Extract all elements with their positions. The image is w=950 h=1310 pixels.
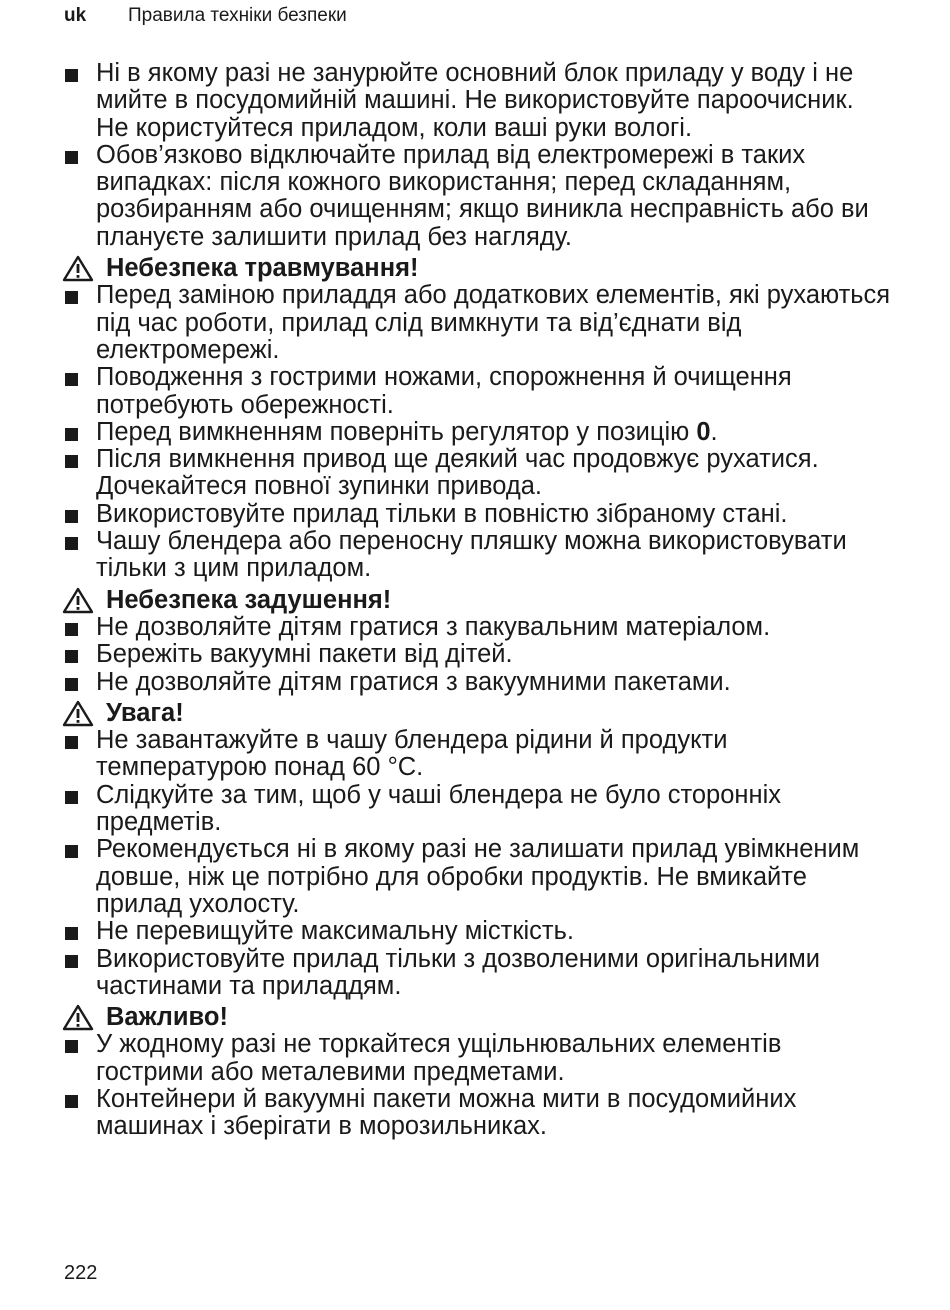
list-item: [62, 528, 892, 583]
list-item: [62, 142, 892, 251]
list-item-text: Використовуйте прилад тільки з дозволеними оригінальними частинами та приладдям.: [96, 944, 820, 1000]
section-title: Правила техніки безпеки: [128, 5, 347, 26]
warning-heading-text: Важливо!: [106, 1003, 228, 1032]
bullet-square-icon: [65, 678, 78, 691]
bullet-square-icon: [65, 845, 78, 858]
warning-section-important: [62, 1004, 892, 1140]
warning-section-caution: [62, 700, 892, 1000]
warning-triangle-icon: [62, 255, 94, 282]
bullet-square-icon: [65, 510, 78, 523]
list-item: [62, 1086, 892, 1141]
bullet-square-icon: [65, 291, 78, 304]
page-number: 222: [64, 1262, 98, 1284]
list-item-text: Не дозволяйте дітям гратися з пакувальним матеріалом.: [96, 612, 771, 641]
bullet-square-icon: [65, 927, 78, 940]
list-item: [62, 669, 892, 696]
warning-triangle-icon: [62, 700, 94, 727]
list-item-text: Поводження з гострими ножами, спорожнення й очищення потребують обережності.: [96, 363, 792, 419]
list-item: [62, 727, 892, 782]
bullet-square-icon: [65, 623, 78, 636]
list-item-text: Використовуйте прилад тільки в повністю зібраному стані.: [96, 499, 788, 528]
bullet-square-icon: [65, 955, 78, 968]
bullet-square-icon: [65, 1095, 78, 1108]
bullet-square-icon: [65, 151, 78, 164]
document-body: [62, 60, 892, 1141]
warning-heading: [62, 700, 892, 727]
list-item-text: Перед заміною приладдя або додаткових елементів, які рухаються під час роботи, прилад слід вимкнути та від’єднати від електромережі.: [96, 281, 891, 364]
warning-heading: [62, 1004, 892, 1031]
warning-triangle-icon: [62, 1004, 94, 1031]
warning-heading-text: Небезпека травмування!: [106, 254, 419, 283]
list-item-text: Не перевищуйте максимальну місткість.: [96, 917, 574, 946]
list-item-text: Не дозволяйте дітям гратися з вакуумними пакетами.: [96, 667, 731, 696]
list-item: [62, 1031, 892, 1086]
list-item: [62, 836, 892, 918]
list-item-text: Бережіть вакуумні пакети від дітей.: [96, 640, 513, 669]
bullet-square-icon: [65, 650, 78, 663]
list-item-text: Обов’язково відключайте прилад від електромережі в таких випадках: після кожного використання; перед складанням, розбиранням або очищенням; якщо виникла несправність або ви плануєте залишити прилад без нагляду.: [96, 140, 869, 251]
list-item: [62, 60, 892, 142]
list-item: [62, 946, 892, 1001]
position-zero-emphasis: 0: [696, 417, 711, 446]
list-item-text: Перед вимкненням поверніть регулятор у позицію 0.: [96, 417, 718, 446]
bullet-square-icon: [65, 69, 78, 82]
list-item: [62, 501, 892, 528]
warning-section-suffocation: [62, 587, 892, 696]
list-item-text: Не завантажуйте в чашу блендера рідини й продукти температурою понад 60 °C.: [96, 726, 728, 782]
list-item-text: Ні в якому разі не занурюйте основний блок приладу у воду і не мийте в посудомийній машині. Не використовуйте пароочисник. Не користуйтеся приладом, коли ваші руки вологі.: [96, 59, 854, 142]
list-item: [62, 918, 892, 945]
list-item: [62, 614, 892, 641]
list-item-text: Після вимкнення привод ще деякий час продовжує рухатися. Дочекайтеся повної зупинки привода.: [96, 445, 819, 501]
bullet-square-icon: [65, 428, 78, 441]
warning-triangle-icon: [62, 587, 94, 614]
list-item: [62, 364, 892, 419]
bullet-square-icon: [65, 537, 78, 550]
warning-heading-text: Увага!: [106, 698, 184, 727]
list-item-text: Слідкуйте за тим, щоб у чаші блендера не було сторонніх предметів.: [96, 780, 781, 837]
list-item: [62, 446, 892, 501]
list-item-text: Чашу блендера або переносну пляшку можна використовувати тільки з цим приладом.: [96, 527, 847, 583]
warning-heading: [62, 587, 892, 614]
language-code: uk: [64, 5, 87, 26]
bullet-square-icon: [65, 791, 78, 804]
warning-heading-text: Небезпека задушення!: [106, 585, 392, 614]
intro-list: [62, 60, 892, 251]
list-item-text: Рекомендується ні в якому разі не залишати прилад увімкненим довше, ніж це потрібно для обробки продуктів. Не вмикайте прилад ухолосту.: [96, 835, 860, 918]
warning-section-injury: [62, 255, 892, 583]
page-header: [64, 4, 347, 28]
list-item-text: Контейнери й вакуумні пакети можна мити в посудомийних машинах і зберігати в морозильниках.: [96, 1084, 797, 1141]
list-item-text: У жодному разі не торкайтеся ущільнювальних елементів гострими або металевими предметами.: [96, 1030, 782, 1086]
list-item: [62, 419, 892, 446]
bullet-square-icon: [65, 736, 78, 749]
bullet-square-icon: [65, 373, 78, 386]
bullet-square-icon: [65, 455, 78, 468]
list-item: [62, 782, 892, 837]
bullet-square-icon: [65, 1040, 78, 1053]
list-item: [62, 282, 892, 364]
warning-heading: [62, 255, 892, 282]
list-item: [62, 641, 892, 668]
